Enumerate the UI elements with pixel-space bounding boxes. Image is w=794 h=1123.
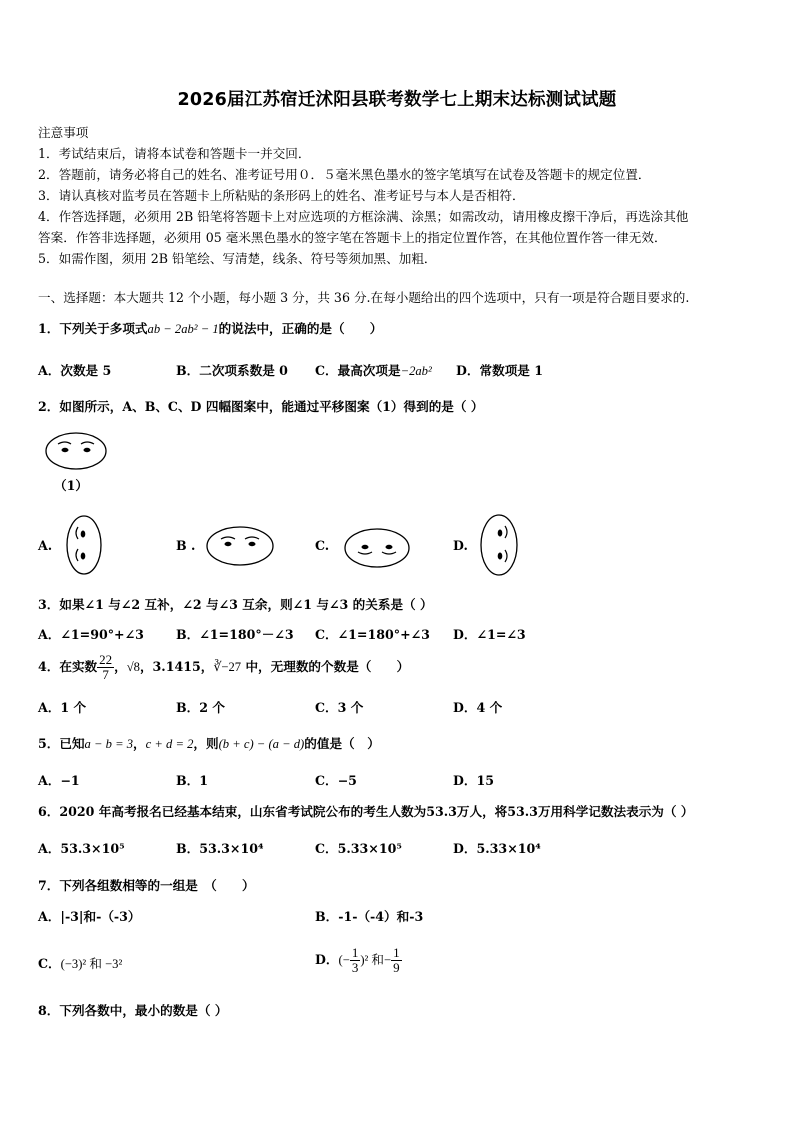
q2-option-d-label: D. bbox=[453, 538, 468, 553]
q2-option-c-figure bbox=[342, 526, 412, 570]
question-6-stem: 6．2020 年高考报名已经基本结束，山东省考试院公布的考生人数为53.3万人，将53.3万用科学记数法表示为（ ） bbox=[38, 804, 694, 819]
q2-option-d-figure bbox=[476, 512, 522, 578]
q5-option-d: D．15 bbox=[453, 773, 495, 788]
notice-item: 5．如需作图，须用 2B 铅笔绘、写清楚，线条、符号等须加黑、加粗． bbox=[38, 251, 437, 266]
q5-sep: ， bbox=[133, 736, 146, 751]
q2-option-b-label: B . bbox=[176, 538, 196, 553]
section-heading: 一、选择题：本大题共 12 个小题，每小题 3 分，共 36 分.在每小题给出的四个选项中，只有一项是符合题目要求的. bbox=[38, 290, 690, 305]
q2-option-c-label: C. bbox=[315, 538, 330, 553]
q5-stem-b: ，则 bbox=[193, 736, 219, 751]
q7-option-d bbox=[315, 940, 402, 980]
q7-option-d-pre: (− bbox=[338, 953, 350, 967]
q4-option-d: D．4 个 bbox=[453, 700, 503, 715]
q7-option-c-expr: (−3)² 和 −3² bbox=[60, 957, 123, 971]
question-5-stem bbox=[38, 733, 380, 752]
notice-item: 答案．作答非选择题，必须用 05 毫米黑色墨水的签字笔在答题卡上的指定位置作答，在其他位置作答一律无效． bbox=[38, 230, 667, 245]
q3-option-a: A．∠1=90°+∠3 bbox=[38, 627, 144, 642]
q4-sep-2: ，3.1415， bbox=[139, 659, 214, 674]
q3-option-c: C．∠1=180°+∠3 bbox=[315, 627, 430, 642]
q1-option-c bbox=[315, 360, 432, 379]
q6-option-d: D．5.33×10⁴ bbox=[453, 841, 541, 856]
q4-stem-b: 中，无理数的个数是（ ） bbox=[241, 659, 410, 674]
question-1-stem bbox=[38, 318, 382, 337]
q1-option-d: D．常数项是 1 bbox=[456, 363, 544, 378]
q2-option-a-label: A. bbox=[38, 538, 53, 553]
notice-item: 3．请认真核对监考员在答题卡上所粘贴的条形码上的姓名、准考证号与本人是否相符． bbox=[38, 188, 525, 203]
q4-cbrt: ∛−27 bbox=[213, 660, 242, 674]
q7-d-frac1-num: 1 bbox=[351, 945, 359, 960]
q4-fraction bbox=[97, 653, 114, 682]
figure-1-label: （1） bbox=[54, 478, 88, 493]
q1-stem-b: 的说法中，正确的是（ ） bbox=[218, 321, 383, 336]
q5-option-a: A．−1 bbox=[38, 773, 80, 788]
question-4-stem bbox=[38, 652, 409, 682]
notice-item: 2．答题前，请务必将自己的姓名、准考证号用０．５毫米黑色墨水的签字笔填写在试卷及答题卡的规定位置． bbox=[38, 167, 651, 182]
notice-item: 1．考试结束后，请将本试卷和答题卡一并交回． bbox=[38, 146, 311, 161]
q3-option-b: B．∠1=180°－∠3 bbox=[176, 627, 294, 642]
q5-option-b: B．1 bbox=[176, 773, 209, 788]
q5-expr-2: c + d = 2 bbox=[145, 737, 194, 751]
q7-option-d-frac-1 bbox=[350, 946, 361, 975]
q1-option-a: A．次数是 5 bbox=[38, 363, 112, 378]
q4-option-a: A．1 个 bbox=[38, 700, 87, 715]
q7-option-b: B．-1-（-4）和-3 bbox=[315, 909, 424, 924]
q1-option-c-expr: −2ab² bbox=[400, 364, 432, 378]
q7-option-d-mid: )² 和− bbox=[360, 953, 392, 967]
q2-option-a-figure bbox=[62, 513, 106, 577]
question-8-stem: 8．下列各数中，最小的数是（ ） bbox=[38, 1003, 228, 1018]
q6-option-b: B．53.3×10⁴ bbox=[176, 841, 264, 856]
q4-sep-1: ， bbox=[114, 659, 127, 674]
q2-option-b-figure bbox=[204, 524, 276, 568]
face-figure-1 bbox=[44, 430, 110, 474]
q4-option-b: B．2 个 bbox=[176, 700, 225, 715]
question-7-stem: 7．下列各组数相等的一组是 （ ） bbox=[38, 878, 255, 893]
page-title: 2026届江苏宿迁沭阳县联考数学七上期末达标测试试题 bbox=[177, 90, 617, 110]
q1-stem-a: 1．下列关于多项式 bbox=[38, 321, 148, 336]
question-2-stem: 2．如图所示，A、B、C、D 四幅图案中，能通过平移图案（1）得到的是（ ） bbox=[38, 399, 484, 414]
q4-fraction-den: 7 bbox=[102, 667, 109, 682]
q1-option-c-label: C．最高次项是 bbox=[315, 363, 401, 378]
q5-option-c: C．−5 bbox=[315, 773, 357, 788]
q1-option-b: B．二次项系数是 0 bbox=[176, 363, 288, 378]
q7-option-d-frac-2 bbox=[391, 946, 402, 975]
q5-stem-a: 5．已知 bbox=[38, 736, 85, 751]
q1-expression: ab − 2ab² − 1 bbox=[147, 322, 219, 336]
q3-option-d: D．∠1=∠3 bbox=[453, 627, 526, 642]
q4-stem-a: 4．在实数 bbox=[38, 659, 98, 674]
q5-expr-3: (b + c) − (a − d) bbox=[218, 737, 305, 751]
q5-stem-c: 的值是（ ） bbox=[304, 736, 380, 751]
q4-fraction-num: 22 bbox=[99, 652, 113, 667]
notice-heading: 注意事项 bbox=[38, 125, 89, 140]
q5-expr-1: a − b = 3 bbox=[84, 737, 134, 751]
q6-option-c: C．5.33×10⁵ bbox=[315, 841, 402, 856]
q4-option-c: C．3 个 bbox=[315, 700, 364, 715]
q7-option-d-label: D． bbox=[315, 952, 339, 967]
q7-option-c bbox=[38, 953, 122, 972]
q7-d-frac2-num: 1 bbox=[393, 945, 400, 960]
question-3-stem: 3．如果∠1 与∠2 互补，∠2 与∠3 互余，则∠1 与∠3 的关系是（ ） bbox=[38, 597, 433, 612]
q7-option-c-label: C． bbox=[38, 956, 61, 971]
q7-d-frac1-den: 3 bbox=[351, 960, 359, 975]
q7-option-a: A．|-3|和-（-3） bbox=[38, 909, 141, 924]
q4-sqrt8: √8 bbox=[126, 660, 140, 674]
notice-item: 4．作答选择题，必须用 2B 铅笔将答题卡上对应选项的方框涂满、涂黑；如需改动，请用橡皮擦干净后，再选涂其他 bbox=[38, 209, 689, 224]
q6-option-a: A．53.3×10⁵ bbox=[38, 841, 125, 856]
q7-d-frac2-den: 9 bbox=[393, 960, 400, 975]
